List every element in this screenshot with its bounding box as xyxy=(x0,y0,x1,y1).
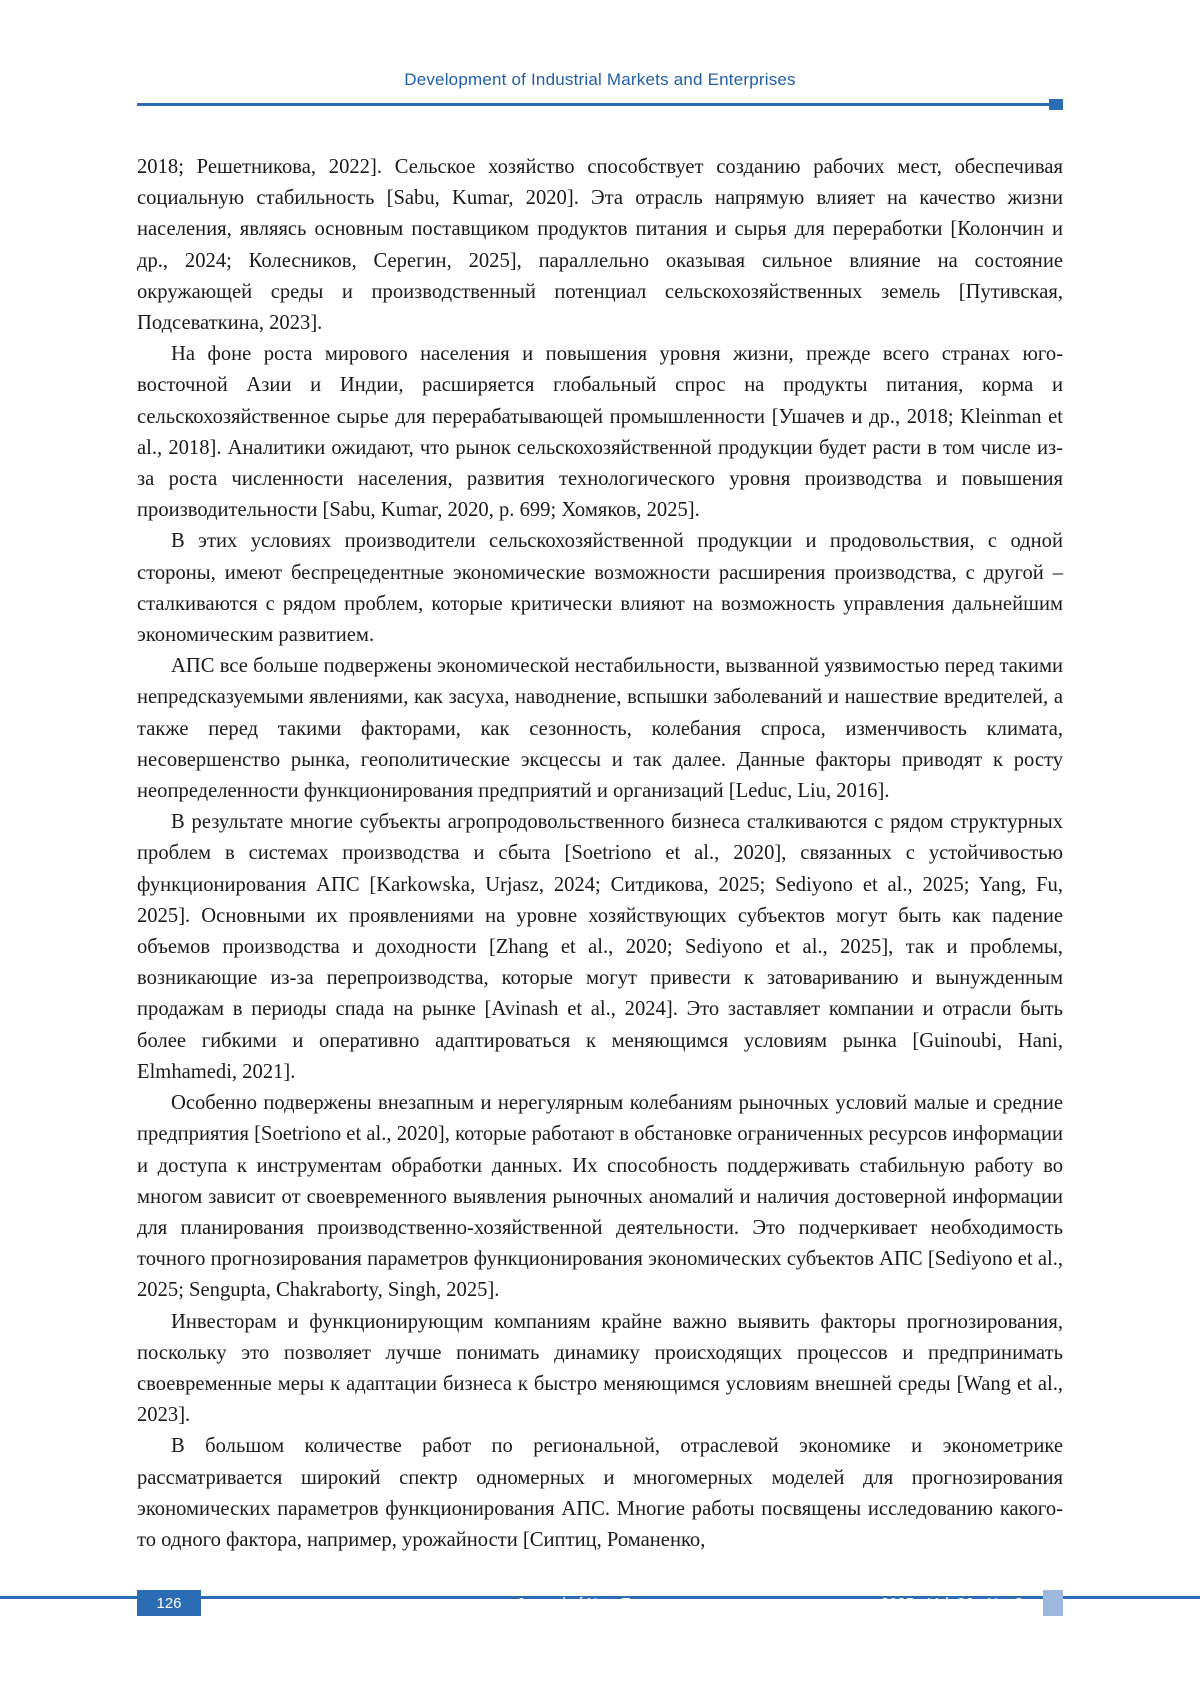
issue-info: 2025 • Vol. 26 • No. 3 xyxy=(880,1594,1023,1612)
journal-name: Journal of New Economy xyxy=(516,1594,684,1612)
article-body xyxy=(137,152,1063,1556)
footer-end-marker xyxy=(1043,1590,1063,1616)
paragraph: Особенно подвержены внезапным и нерегулярным колебаниям рыночных условий малые и средние предприятия [Soetriono et al., 2020], которые работают в обстановке ограниченных ресурсов информации и доступа к инструментам обработки данных. Их способность поддерживать стабильную работу во многом зависит от своевременного выявления рыночных аномалий и наличия достоверной информации для планирования производственно-хозяйственной деятельности. Это подчеркивает необходимость точного прогнозирования параметров функционирования экономических субъектов АПС [Sediyono et al., 2025; Sengupta, Chakraborty, Singh, 2025]. xyxy=(137,1092,1063,1302)
paragraph: В этих условиях производители сельскохозяйственной продукции и продовольствия, с одной стороны, имеют беспрецедентные экономические возможности расширения производства, с другой – сталкиваются с рядом проблем, которые критически влияют на возможность управления дальнейшим экономическим развитием. xyxy=(137,530,1063,647)
paragraph: 2018; Решетникова, 2022]. Сельское хозяйство способствует созданию рабочих мест, обеспечивая социальную стабильность [Sabu, Kumar, 2020]. Эта отрасль напрямую влияет на качество жизни населения, являясь основным поставщиком продуктов питания и сырья для переработки [Колончин и др., 2024; Колесников, Серегин, 2025], параллельно оказывая сильное влияние на состояние окружающей среды и производственный потенциал сельскохозяйственных земель [Путивская, Подсеваткина, 2023]. xyxy=(137,156,1063,335)
paragraph: АПС все больше подвержены экономической нестабильности, вызванной уязвимостью перед такими непредсказуемыми явлениями, как засуха, наводнение, вспышки заболеваний и нашествие вредителей, а также перед такими факторами, как сезонность, колебания спроса, изменчивость климата, несовершенство рынка, геополитические эксцессы и так далее. Данные факторы приводят к росту неопределенности функционирования предприятий и организаций [Leduc, Liu, 2016]. xyxy=(137,655,1063,803)
page-footer xyxy=(137,1590,1063,1616)
paragraph: Инвесторам и функционирующим компаниям крайне важно выявить факторы прогнозирования, поскольку это позволяет лучше понимать динамику происходящих процессов и предпринимать своевременные меры к адаптации бизнеса к быстро меняющимся условиям внешней среды [Wang et al., 2023]. xyxy=(137,1310,1063,1427)
header-rule-end-marker xyxy=(1049,99,1063,110)
page-number: 126 xyxy=(137,1590,201,1616)
paragraph: В большом количестве работ по региональной, отраслевой экономике и эконометрике рассматривается широкий спектр одномерных и многомерных моделей для прогнозирования экономических параметров функционирования АПС. Многие работы посвящены исследованию какого-то одного фактора, например, урожайности [Сиптиц, Романенко, xyxy=(137,1435,1063,1551)
paragraph: В результате многие субъекты агропродовольственного бизнеса сталкиваются с рядом структурных проблем в системах производства и сбыта [Soetriono et al., 2020], связанных с устойчивостью функционирования АПС [Karkowska, Urjasz, 2024; Ситдикова, 2025; Sediyono et al., 2025; Yang, Fu, 2025]. Основными их проявлениями на уровне хозяйствующих субъектов могут быть как падение объемов производства и доходности [Zhang et al., 2020; Sediyono et al., 2025], так и проблемы, возникающие из-за перепроизводства, которые могут привести к затовариванию и вынужденным продажам в периоды спада на рынке [Avinash et al., 2024]. Это заставляет компании и отрасли быть более гибкими и оперативно адаптироваться к меняющимся условиям рынка [Guinoubi, Hani, Elmhamedi, 2021]. xyxy=(137,811,1063,1083)
header-rule xyxy=(137,103,1063,106)
paragraph: На фоне роста мирового населения и повышения уровня жизни, прежде всего странах юго-восточной Азии и Индии, расширяется глобальный спрос на продукты питания, корма и сельскохозяйственное сырье для перерабатывающей промышленности [Ушачев и др., 2018; Kleinman et al., 2018]. Аналитики ожидают, что рынок сельскохозяйственной продукции будет расти в том числе из-за роста численности населения, развития технологического уровня производства и повышения производительности [Sabu, Kumar, 2020, p. 699; Хомяков, 2025]. xyxy=(137,343,1063,522)
running-head: Development of Industrial Markets and Enterprises xyxy=(404,70,796,89)
